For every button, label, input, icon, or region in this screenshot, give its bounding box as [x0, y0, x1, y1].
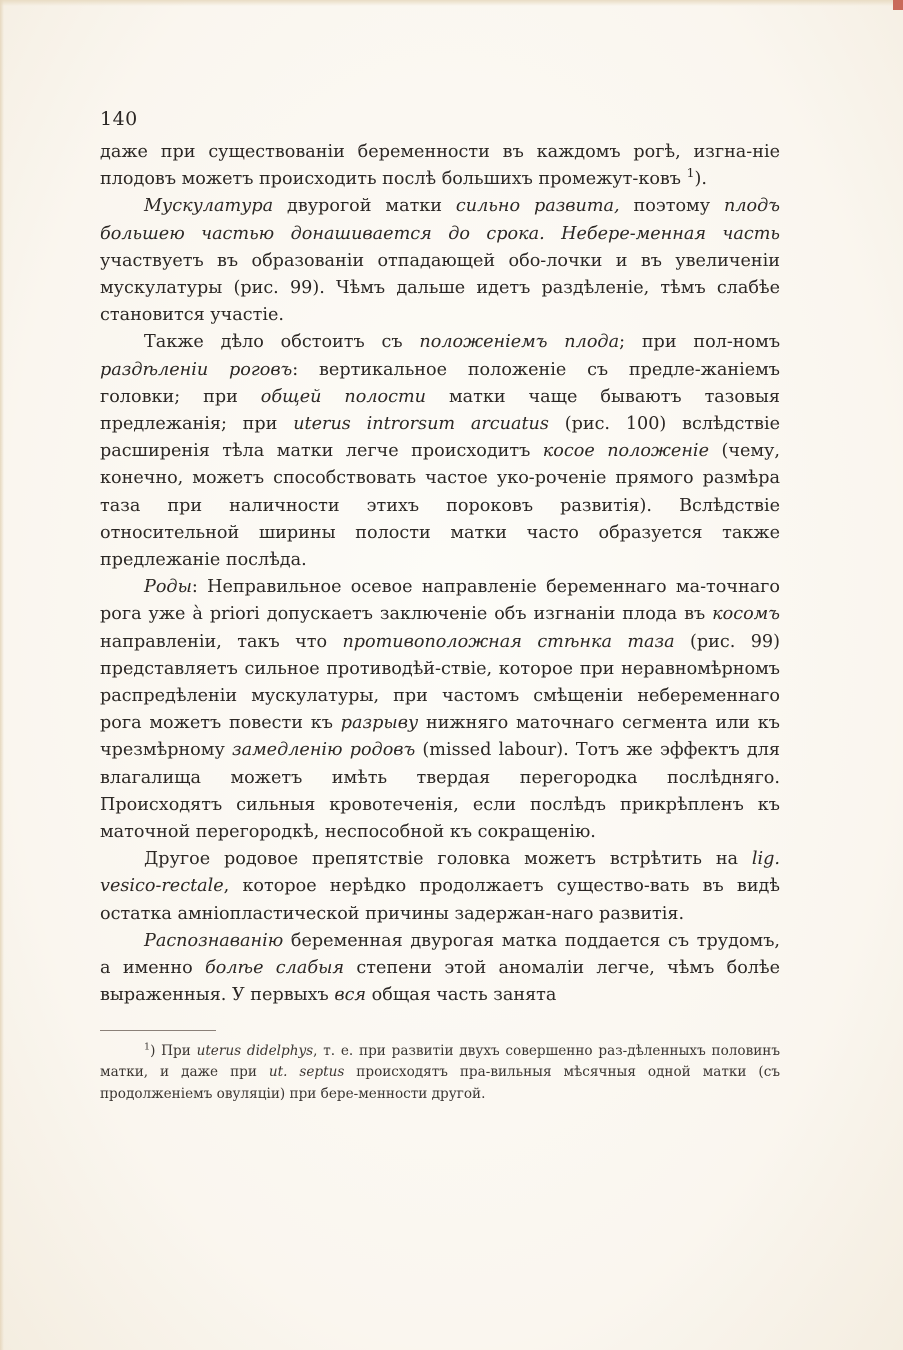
- text-run: степени этой аномалiи легче, чѣмъ болѣе выраженныя. У первыхъ: [100, 958, 780, 1006]
- text-run: двурогой матки: [273, 196, 456, 217]
- italic-term: косомъ: [712, 604, 780, 625]
- paragraph: [100, 139, 780, 193]
- page-number: 140: [100, 108, 138, 130]
- italic-term: плодъ большею частью донашивается до срока. Небере-менная часть: [100, 196, 780, 244]
- italic-term: lig. vesico-rectale: [100, 849, 780, 897]
- text-run: даже при существованiи беременности въ каждомъ рогѣ, изгна-ніе плодовъ можетъ происходить послѣ большихъ промежут-ковъ: [100, 142, 780, 190]
- page-content: [100, 105, 780, 1106]
- footnote: [100, 1041, 780, 1106]
- italic-term: Распознаванiю: [144, 930, 284, 951]
- page-top-edge: [0, 0, 903, 6]
- text-run: участвуетъ въ образованiи отпадающей обо-лочки и въ увеличенiи мускулатуры (рис. 99). Чѣмъ дальше идетъ раздѣленiе, тѣмъ слабѣе становится участiе.: [100, 250, 780, 326]
- footnote-marker: 1: [686, 166, 695, 181]
- italic-term: Мускулатура: [144, 196, 274, 217]
- text-run: (missed labour). Тотъ же эффектъ для влагалища можетъ имѣть твердая перегородка послѣдняго. Происходятъ сильныя кровотеченiя, если послѣдъ прикрѣпленъ къ маточной перегородкѣ, неспособной къ сокращенiю.: [100, 740, 780, 843]
- paragraph: [100, 329, 780, 574]
- footnote-text: [100, 1041, 780, 1106]
- text-run: нижняго маточнаго сегмента или къ чрезмѣрному: [100, 713, 780, 761]
- italic-term: положенiемъ плода: [419, 332, 620, 353]
- paragraph: [100, 846, 780, 928]
- footnote-rule: [100, 1030, 216, 1031]
- italic-term: ut. septus: [268, 1064, 345, 1081]
- text-run: (рис. 99) представляетъ сильное противодѣй-ствiе, которое при неравномѣрномъ распредѣленiи мускулатуры, при частомъ смѣщенiи небеременнаго рога можетъ повести къ: [100, 631, 780, 734]
- text-run: направленiи, такъ что: [100, 631, 343, 652]
- text-run: (чему, конечно, можетъ способствовать частое уко-роченiе прямого размѣра таза при наличности этихъ пороковъ развитiя). Вслѣдствiе относительной ширины полости матки часто образуется также предлежанiе послѣда.: [100, 441, 780, 571]
- italic-term: болѣе слабыя: [205, 958, 345, 979]
- footnote-marker: 1: [144, 1040, 151, 1052]
- italic-term: общей полости: [260, 386, 426, 407]
- italic-term: uterus didelphys: [196, 1042, 314, 1059]
- paragraph: [100, 928, 780, 1010]
- text-run: , которое нерѣдко продолжаетъ существо-вать въ видѣ остатка амнiопластической причины задержан-наго развитiя.: [100, 876, 780, 924]
- italic-term: Роды: [144, 577, 192, 598]
- text-run: Также дѣло обстоитъ съ: [144, 332, 420, 353]
- text-run: : Неправильное осевое направленiе беременнаго ма-точнаго рога уже à priori допускаетъ заключенiе объ изгнанiи плода въ: [100, 577, 780, 625]
- text-run: : вертикальное положенiе съ предле-жанiемъ головки; при: [100, 359, 780, 407]
- italic-term: противоположная стѣнка таза: [342, 631, 675, 652]
- text-run: Другое родовое препятствiе головка можетъ встрѣтить на: [144, 849, 752, 870]
- text-run: , т. е. при развитiи двухъ совершенно раз-дѣленныхъ половинъ матки, и даже при: [100, 1042, 781, 1081]
- text-run: ; при пол-номъ: [619, 332, 781, 353]
- body-text: [100, 139, 780, 1010]
- text-run: матки чаще бываютъ тазовыя предлежанiя; при: [100, 386, 780, 435]
- corner-mark: [893, 0, 903, 10]
- text-run: ) При: [150, 1042, 197, 1059]
- italic-term: косое положенiе: [542, 441, 709, 462]
- paragraph: [100, 193, 780, 329]
- italic-term: раздѣленiи роговъ: [100, 359, 293, 380]
- italic-term: замедленiю родовъ: [231, 740, 416, 761]
- text-run: беременная двурогая матка поддается съ трудомъ, а именно: [100, 930, 780, 979]
- text-run: происходятъ пра-вильныя мѣсячныя одной матки (съ продолженiемъ овуляцiи) при бере-менности другой.: [100, 1064, 780, 1103]
- italic-term: uterus introrsum arcuatus: [293, 414, 549, 435]
- italic-term: вся: [334, 985, 367, 1006]
- text-run: ).: [694, 169, 707, 190]
- text-run: общая часть занята: [366, 985, 557, 1006]
- italic-term: сильно развита,: [455, 196, 620, 217]
- text-run: поэтому: [619, 196, 724, 217]
- paragraph: [100, 574, 780, 846]
- italic-term: разрыву: [340, 713, 419, 734]
- page-binding-shadow: [0, 0, 4, 1350]
- text-run: (рис. 100) вслѣдствiе расширенiя тѣла матки легче происходитъ: [100, 414, 781, 462]
